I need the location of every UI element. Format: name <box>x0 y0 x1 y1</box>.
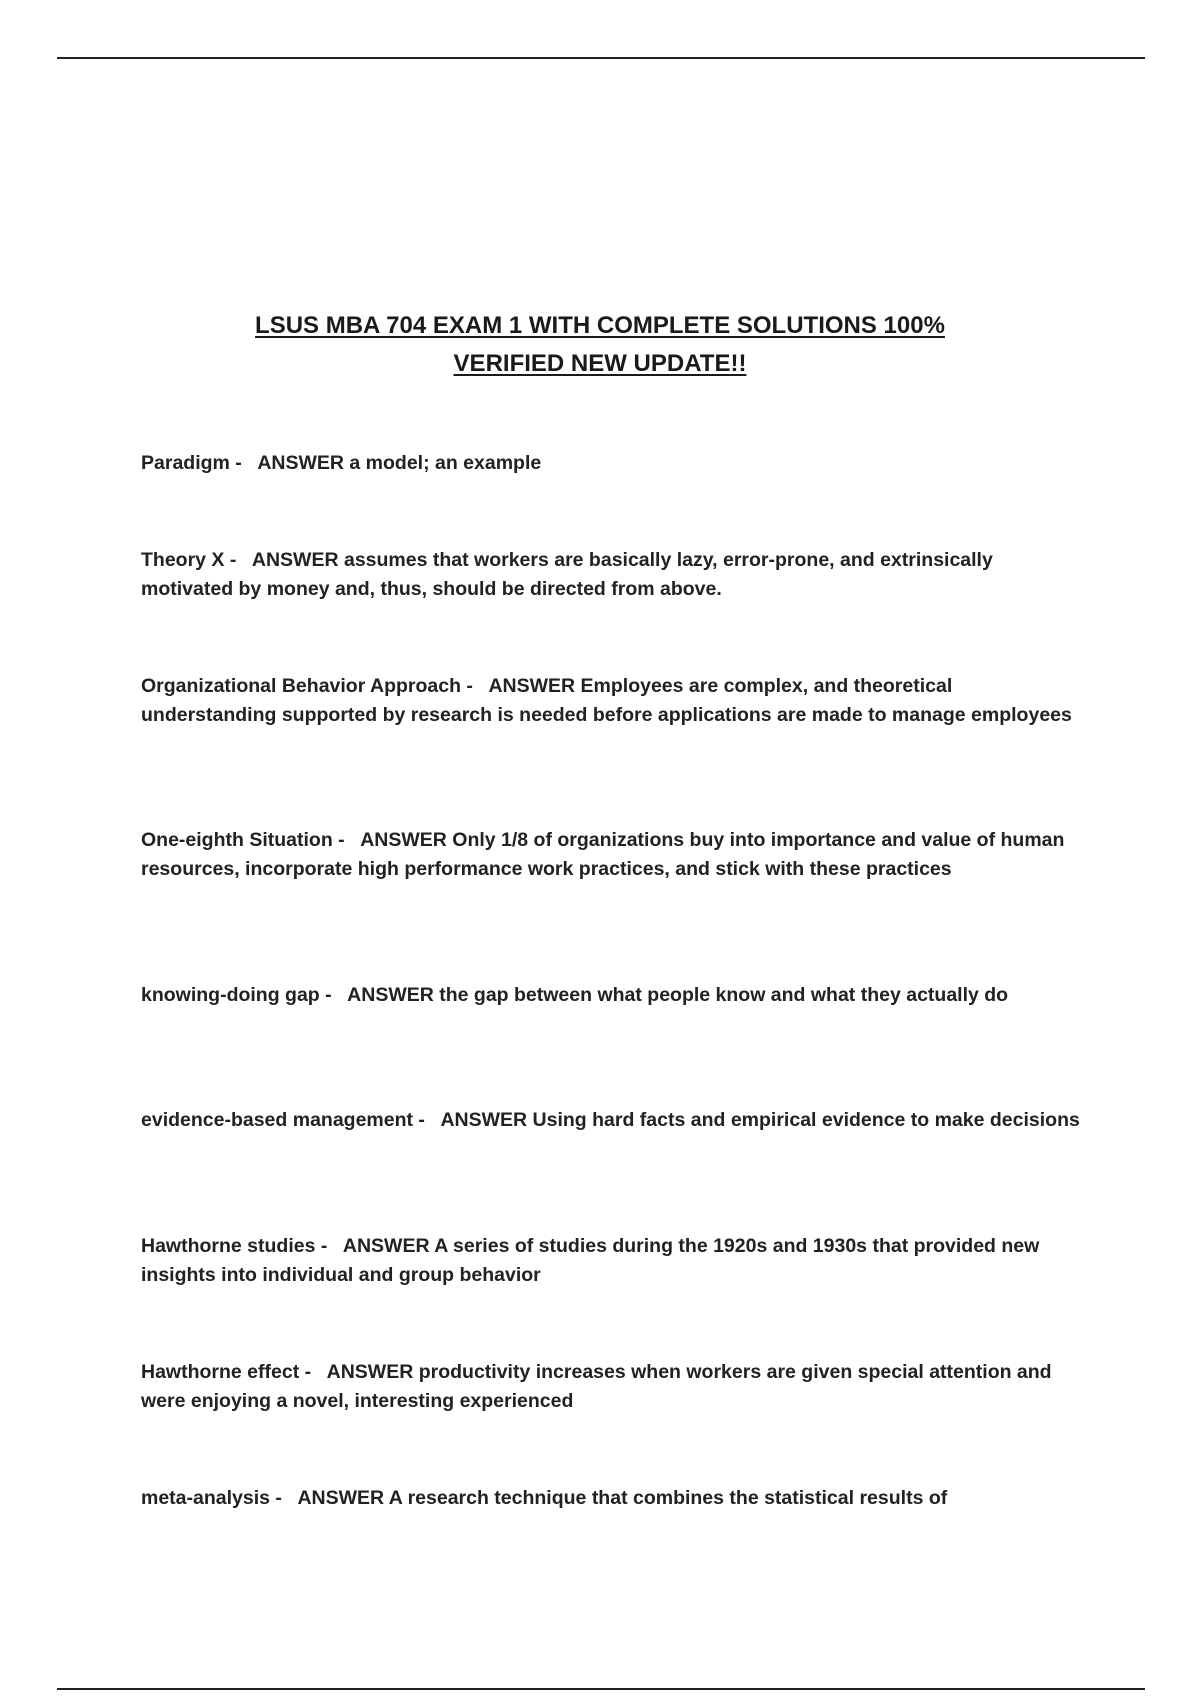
qa-entry <box>141 1232 1081 1290</box>
entry-term: Organizational Behavior Approach - <box>141 675 473 697</box>
qa-entry <box>141 546 1081 604</box>
qa-entry <box>141 672 1081 730</box>
qa-entry <box>141 826 1081 884</box>
entry-term: Hawthorne studies - <box>141 1235 328 1257</box>
entry-answer: ANSWER productivity increases when workers are given special attention and were enjoying a novel, interesting experienced <box>141 1361 1052 1412</box>
qa-entry <box>141 449 1081 478</box>
qa-entry <box>141 1358 1081 1416</box>
title-line-2: VERIFIED NEW UPDATE!! <box>453 350 747 377</box>
qa-entry <box>141 1106 1081 1135</box>
entry-term: knowing-doing gap - <box>141 984 332 1006</box>
top-rule <box>57 57 1145 59</box>
title-line-1: LSUS MBA 704 EXAM 1 WITH COMPLETE SOLUTIONS 100% <box>255 312 945 339</box>
entry-term: evidence-based management - <box>141 1109 425 1131</box>
entry-term: Theory X - <box>141 549 237 571</box>
entry-answer: ANSWER a model; an example <box>257 452 542 474</box>
entry-term: Paradigm - <box>141 452 242 474</box>
entry-answer: ANSWER Employees are complex, and theoretical understanding supported by research is needed before applications are made to manage employees <box>141 675 1072 726</box>
entry-term: One-eighth Situation - <box>141 829 345 851</box>
entry-answer: ANSWER A series of studies during the 1920s and 1930s that provided new insights into individual and group behavior <box>141 1235 1040 1286</box>
entry-answer: ANSWER Using hard facts and empirical evidence to make decisions <box>440 1109 1080 1131</box>
entry-answer: ANSWER the gap between what people know and what they actually do <box>347 984 1009 1006</box>
entry-answer: ANSWER assumes that workers are basically lazy, error-prone, and extrinsically motivated by money and, thus, should be directed from above. <box>141 549 993 600</box>
entry-term: meta-analysis - <box>141 1487 282 1509</box>
entry-answer: ANSWER Only 1/8 of organizations buy into importance and value of human resources, incorporate high performance work practices, and stick with these practices <box>141 829 1065 880</box>
entry-term: Hawthorne effect - <box>141 1361 312 1383</box>
entry-answer: ANSWER A research technique that combines the statistical results of <box>297 1487 948 1509</box>
qa-entry <box>141 1484 1081 1513</box>
bottom-rule <box>57 1688 1145 1690</box>
document-title <box>0 307 1200 383</box>
qa-entry <box>141 981 1081 1010</box>
